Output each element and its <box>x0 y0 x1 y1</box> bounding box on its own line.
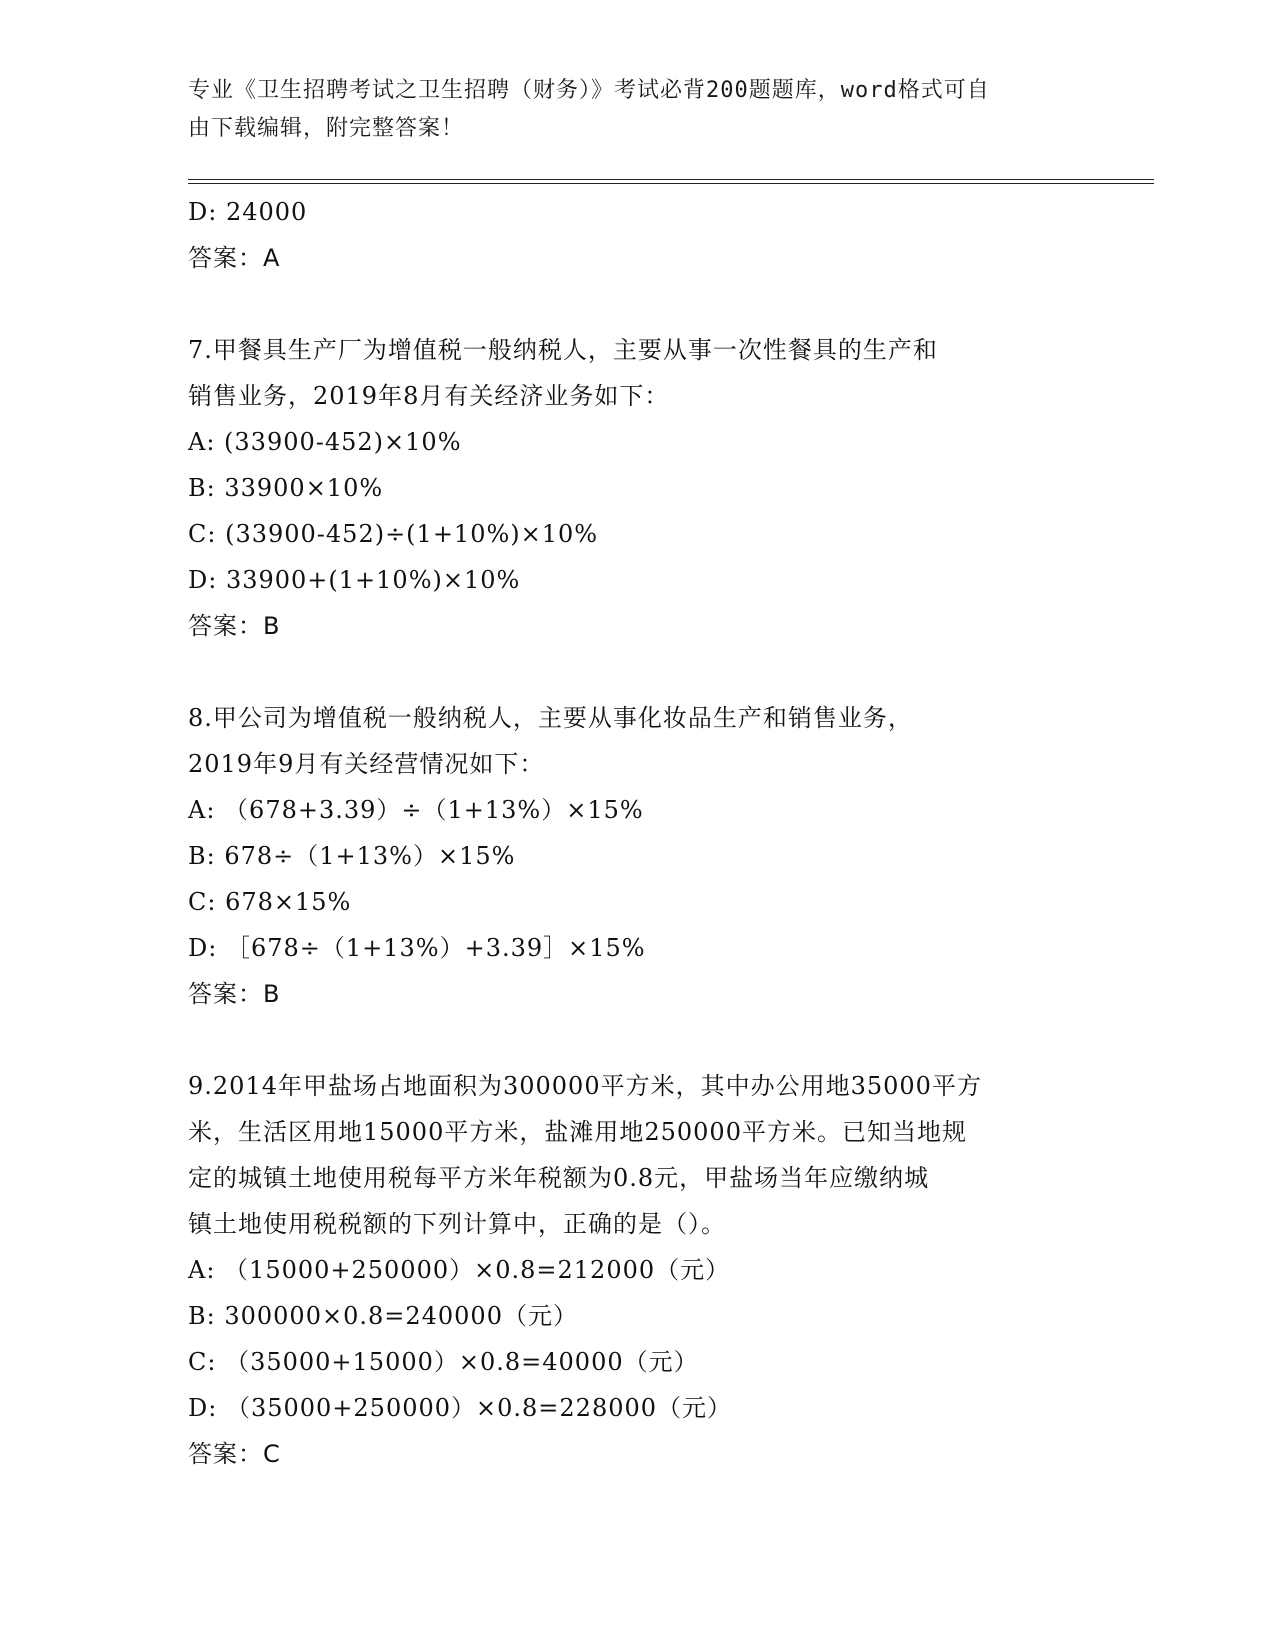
header-line-1: 专业《卫生招聘考试之卫生招聘（财务）》考试必背200题题库，word格式可自 <box>188 78 990 103</box>
q7-option-c: C: (33900-452)÷(1+10%)×10% <box>188 520 599 548</box>
q8-stem-line-1: 8.甲公司为增值税一般纳税人，主要从事化妆品生产和销售业务， <box>188 704 913 732</box>
q7-option-b: B: 33900×10% <box>188 474 384 502</box>
header-divider-bottom <box>188 183 1154 184</box>
q8-stem-line-2: 2019年9月有关经营情况如下： <box>188 750 545 778</box>
q6-option-d: D: 24000 <box>188 198 308 226</box>
q6-answer: 答案：A <box>188 244 281 272</box>
spacer <box>188 1017 1088 1063</box>
q8-option-b: B: 678÷（1+13%）×15% <box>188 842 516 870</box>
q8-option-d: D: ［678÷（1+13%）+3.39］×15% <box>188 934 646 962</box>
q7-stem-line-1: 7.甲餐具生产厂为增值税一般纳税人，主要从事一次性餐具的生产和 <box>188 336 938 364</box>
q8-answer: 答案：B <box>188 980 281 1008</box>
header-divider-top <box>188 179 1154 180</box>
q9-stem-line-1: 9.2014年甲盐场占地面积为300000平方米，其中办公用地35000平方 <box>188 1072 982 1100</box>
spacer <box>188 649 1088 695</box>
q9-option-b: B: 300000×0.8=240000（元） <box>188 1302 578 1330</box>
q8-option-a: A: （678+3.39）÷（1+13%）×15% <box>188 796 644 824</box>
q9-option-a: A: （15000+250000）×0.8=212000（元） <box>188 1256 731 1284</box>
q9-stem-line-2: 米，生活区用地15000平方米，盐滩用地250000平方米。已知当地规 <box>188 1118 967 1146</box>
spacer <box>188 281 1088 327</box>
question-9 <box>188 1063 1088 1477</box>
question-6-tail <box>188 189 1088 281</box>
q9-option-c: C: （35000+15000）×0.8=40000（元） <box>188 1348 699 1376</box>
q7-stem-line-2: 销售业务，2019年8月有关经济业务如下： <box>188 382 670 410</box>
q9-stem-line-4: 镇土地使用税税额的下列计算中，正确的是（）。 <box>188 1210 726 1238</box>
q9-option-d: D: （35000+250000）×0.8=228000（元） <box>188 1394 733 1422</box>
q7-option-d: D: 33900+(1+10%)×10% <box>188 566 521 594</box>
document-body <box>188 189 1088 1477</box>
q7-option-a: A: (33900-452)×10% <box>188 428 462 456</box>
header-line-2: 由下载编辑，附完整答案！ <box>188 116 465 141</box>
q7-answer: 答案：B <box>188 612 281 640</box>
question-7 <box>188 327 1088 649</box>
q8-option-c: C: 678×15% <box>188 888 352 916</box>
document-header <box>188 72 1068 148</box>
q9-stem-line-3: 定的城镇土地使用税每平方米年税额为0.8元，甲盐场当年应缴纳城 <box>188 1164 930 1192</box>
question-8 <box>188 695 1088 1017</box>
q9-answer: 答案：C <box>188 1440 281 1468</box>
